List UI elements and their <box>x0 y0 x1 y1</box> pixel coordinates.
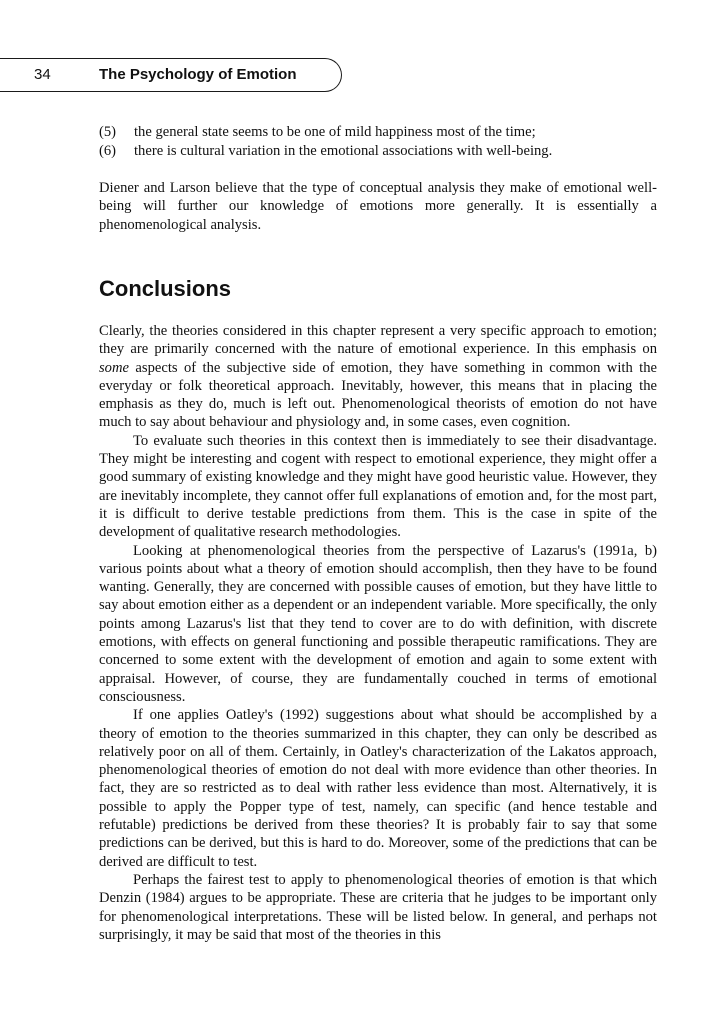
conclusions-body <box>99 322 657 944</box>
section-heading: Conclusions <box>99 276 232 301</box>
body-paragraph <box>99 322 657 432</box>
body-paragraph: Looking at phenomenological theories from the perspective of Lazarus's (1991a, b) various points about what a theory of emotion should accomplish, then they have to be found wanting. Generally, they are concerned with possible causes of emotion, but they have little to say about emotion either as a dependent or an independent variable. More specifically, the only points among Lazarus's list that they tend to cover are to do with definition, with discrete emotions, with effects on general functioning and possible therapeutic ramifications. They are concerned to some extent with the development of emotion and again to some extent with appraisal. However, of course, they are fundamentally couched in terms of emotional consciousness. <box>99 542 657 705</box>
page-number: 34 <box>34 66 51 83</box>
paragraph-text: aspects of the subjective side of emotion, they have something in common with the everyday or folk theoretical approach. Inevitably, however, this means that in placing the emphasis as they do, much is left out. Phenomenological theorists of emotion do not have much to say about behaviour and physiology and, in some cases, even cognition. <box>99 359 657 431</box>
list-item <box>99 123 657 142</box>
body-paragraph: Perhaps the fairest test to apply to phenomenological theories of emotion is that which Denzin (1984) argues to be appropriate. These are criteria that he judges to be important only for phenomenological interpretations. These will be listed below. In general, and perhaps not surprisingly, it may be said that most of the theories in this <box>99 871 657 943</box>
running-title: The Psychology of Emotion <box>99 66 297 83</box>
numbered-list <box>99 123 657 161</box>
list-item-number: (5) <box>99 124 117 140</box>
emphasized-text: some <box>99 359 129 376</box>
list-item-text: there is cultural variation in the emotional associations with well-being. <box>134 143 553 159</box>
paragraph-text: Clearly, the theories considered in this chapter represent a very specific approach to emotion; they are primarily concerned with the nature of emotional experience. In this emphasis on <box>99 323 657 358</box>
list-item-text: the general state seems to be one of mild happiness most of the time; <box>134 124 536 140</box>
body-paragraph: If one applies Oatley's (1992) suggestions about what should be accomplished by a theory of emotion to the theories summarized in this chapter, they can only be described as relatively poor on all of them. Certainly, in Oatley's characterization of the Lakatos approach, phenomenological theories of emotion do not deal with more evidence than other theories. In fact, they are so restricted as to deal with rather less evidence than most. Alternatively, it is possible to apply the Popper type of test, namely, can specific (and hence testable and refutable) predictions be derived from these theories? It is probably fair to say that some predictions can be derived, but this is hard to do. Moreover, some of the predictions that can be derived are difficult to test. <box>99 707 657 870</box>
intro-paragraph: Diener and Larson believe that the type of conceptual analysis they make of emotional well-being will further our knowledge of emotions more generally. It is essentially a phenomenological analysis. <box>99 180 657 233</box>
list-item <box>99 142 657 161</box>
body-paragraph: To evaluate such theories in this context then is immediately to see their disadvantage. They might be interesting and cogent with respect to emotional experience, they might offer a good summary of existing knowledge and they might have good heuristic value. However, they are inevitably incomplete, they cannot offer full explanations of emotion and, for the most part, it is difficult to derive testable predictions from them. This is the case in spite of the development of qualitative research methodologies. <box>99 432 657 541</box>
list-item-number: (6) <box>99 143 117 159</box>
